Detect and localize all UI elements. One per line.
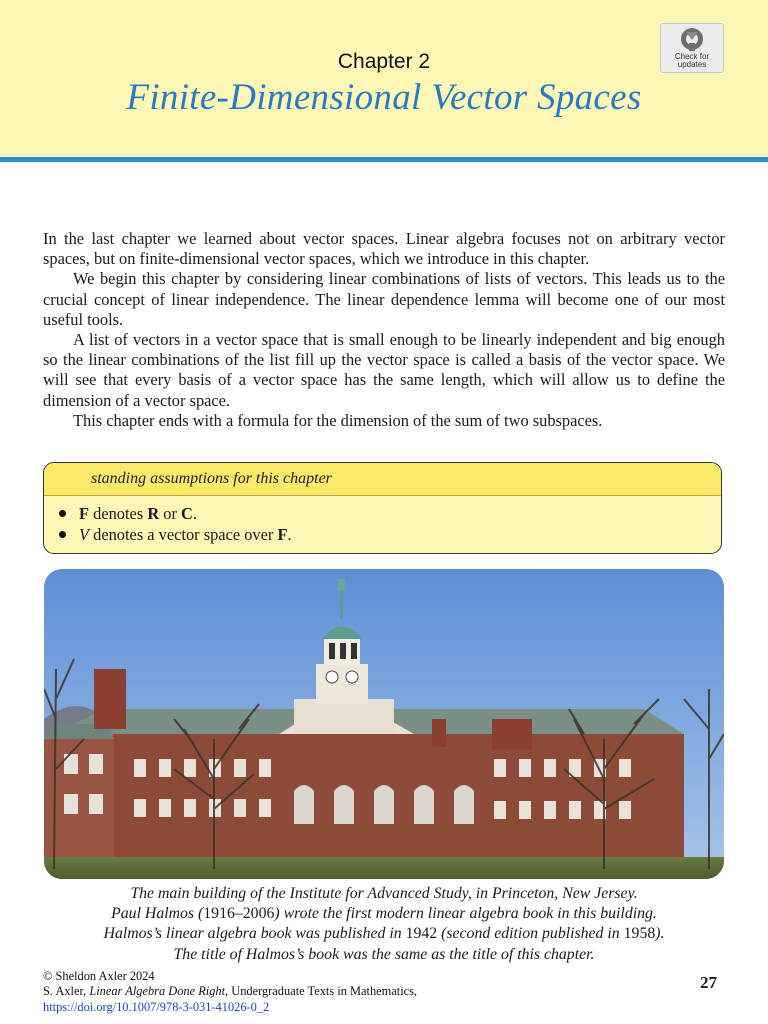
intro-paragraph-3: A list of vectors in a vector space that is small enough to be linearly independent and big enough so the linear combinations of the list fill up the vector space is called a basis of the vector space. We will see that every basis of a vector space has the same length, which will allow us to define the dimension of a vector space. (43, 330, 725, 410)
assumption-text: denotes a vector space over (93, 525, 274, 544)
intro-paragraph-1: In the last chapter we learned about vector spaces. Linear algebra focuses not on arbitrary vector spaces, but on finite-dimensional vector spaces, which we introduce in this chapter. (43, 229, 725, 269)
citation-series: , Undergraduate Texts in Mathematics, (225, 984, 418, 999)
assumptions-list (44, 496, 721, 545)
check-updates-line1: Check for (674, 52, 710, 61)
caption-line-3 (30, 924, 738, 944)
denotes-word: denotes (93, 504, 144, 523)
caption-year: 1942 (405, 925, 438, 943)
caption-year: 1958 (623, 925, 656, 943)
field-symbol: F (277, 525, 288, 544)
field-symbol: F (79, 504, 90, 523)
caption-text: (second edition published in (437, 925, 624, 943)
vector-space-symbol: V (79, 525, 90, 544)
reals-symbol: R (147, 504, 160, 523)
intro-paragraph-4: This chapter ends with a formula for the dimension of the sum of two subspaces. (73, 410, 603, 430)
chapter-label: Chapter 2 (337, 50, 431, 73)
caption-line-2 (30, 904, 738, 924)
building-illustration (44, 569, 724, 879)
period: . (287, 525, 292, 544)
assumptions-heading: standing assumptions for this chapter (44, 463, 721, 496)
photo-caption (30, 884, 738, 965)
check-updates-icon (677, 27, 707, 53)
copyright-line: © Sheldon Axler 2024 (43, 969, 155, 983)
caption-text: ). (655, 925, 665, 943)
page-footer (43, 969, 683, 1015)
citation-line (43, 984, 683, 999)
caption-text: ) wrote the first modern linear algebra book in this building. (274, 905, 657, 923)
check-for-updates-badge[interactable] (660, 23, 724, 73)
period: . (192, 504, 197, 523)
caption-text: Paul Halmos ( (111, 905, 204, 923)
caption-years: 1916–2006 (203, 905, 275, 923)
caption-line-1: The main building of the Institute for Advanced Study, in Princeton, New Jersey. (130, 885, 638, 902)
chapter-intro (43, 229, 725, 431)
book-title: Linear Algebra Done Right (89, 984, 226, 999)
or-word: or (163, 504, 177, 523)
complex-symbol: C (181, 504, 193, 523)
caption-line-4: The title of Halmos’s book was the same as the title of this chapter. (173, 945, 595, 963)
page-number: 27 (700, 973, 717, 992)
assumption-item-2 (59, 524, 721, 545)
chapter-title: Finite-Dimensional Vector Spaces (126, 77, 642, 118)
ias-building-photo (44, 569, 724, 879)
citation-author: S. Axler, (43, 984, 90, 999)
chapter-header-band (0, 0, 768, 162)
assumption-item-1 (59, 503, 721, 524)
check-updates-line2: updates (677, 60, 707, 69)
bullet-icon (59, 510, 66, 517)
doi-link[interactable]: https://doi.org/10.1007/978-3-031-41026-0_2 (43, 999, 270, 1014)
bullet-icon (59, 531, 66, 538)
caption-text: Halmos’s linear algebra book was published in (103, 925, 406, 943)
standing-assumptions-box (43, 462, 722, 554)
intro-paragraph-2: We begin this chapter by considering linear combinations of lists of vectors. This leads us to the crucial concept of linear independence. The linear dependence lemma will become one of our most useful tools. (43, 269, 725, 329)
